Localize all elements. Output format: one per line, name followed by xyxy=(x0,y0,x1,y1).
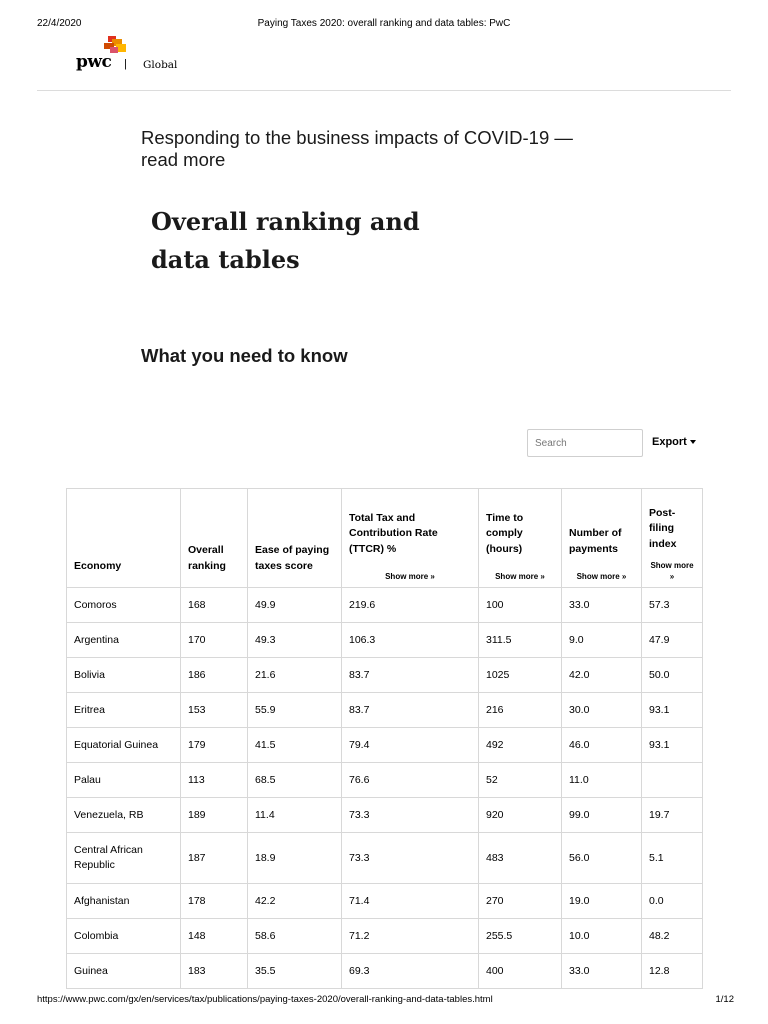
section-heading: What you need to know xyxy=(141,345,348,366)
column-header-label: Total Tax and Contribution Rate (TTCR) % xyxy=(349,511,438,555)
table-cell: 30.0 xyxy=(562,693,642,728)
table-cell: 106.3 xyxy=(342,623,479,658)
table-cell: 148 xyxy=(181,919,248,954)
table-cell: 1025 xyxy=(479,658,562,693)
table-cell: 42.2 xyxy=(248,884,342,919)
table-cell: 168 xyxy=(181,588,248,623)
table-row xyxy=(67,658,703,693)
table-row xyxy=(67,588,703,623)
column-header[interactable] xyxy=(342,489,479,588)
page-title: Overall ranking and data tables xyxy=(151,207,420,274)
table-row xyxy=(67,798,703,833)
table-cell: 48.2 xyxy=(642,919,703,954)
table-row xyxy=(67,954,703,989)
table-row xyxy=(67,833,703,884)
table-cell: 71.4 xyxy=(342,884,479,919)
covid-banner[interactable] xyxy=(141,127,621,171)
table-cell: 492 xyxy=(479,728,562,763)
table-cell: 35.5 xyxy=(248,954,342,989)
table-cell: 41.5 xyxy=(248,728,342,763)
export-label: Export xyxy=(652,436,687,448)
show-more-link[interactable]: Show more » xyxy=(576,572,627,581)
table-cell: 83.7 xyxy=(342,658,479,693)
table-row xyxy=(67,623,703,658)
column-header[interactable] xyxy=(67,489,181,588)
column-header-label: Time to comply (hours) xyxy=(486,511,524,555)
table-cell: 68.5 xyxy=(248,763,342,798)
economy-cell: Equatorial Guinea xyxy=(67,728,181,763)
table-cell: 55.9 xyxy=(248,693,342,728)
table-cell: 46.0 xyxy=(562,728,642,763)
table-cell: 93.1 xyxy=(642,693,703,728)
table-cell: 216 xyxy=(479,693,562,728)
print-page-title: Paying Taxes 2020: overall ranking and data tables: PwC xyxy=(257,18,511,29)
economy-cell: Guinea xyxy=(67,954,181,989)
table-row xyxy=(67,884,703,919)
table-cell: 19.0 xyxy=(562,884,642,919)
table-cell: 0.0 xyxy=(642,884,703,919)
table-row xyxy=(67,919,703,954)
economy-cell: Comoros xyxy=(67,588,181,623)
table-cell: 49.9 xyxy=(248,588,342,623)
table-cell: 10.0 xyxy=(562,919,642,954)
print-header xyxy=(0,0,768,34)
logo-separator: | xyxy=(124,58,127,70)
column-header[interactable] xyxy=(181,489,248,588)
table-cell: 179 xyxy=(181,728,248,763)
header-divider xyxy=(37,90,731,91)
table-cell: 79.4 xyxy=(342,728,479,763)
table-cell: 311.5 xyxy=(479,623,562,658)
export-button[interactable] xyxy=(652,436,696,448)
pwc-logo[interactable] xyxy=(76,36,136,76)
ranking-table xyxy=(66,488,703,989)
print-page-number: 1/12 xyxy=(715,994,734,1005)
search-input[interactable] xyxy=(527,429,643,457)
region-selector[interactable]: Global xyxy=(143,59,178,71)
covid-banner-text: Responding to the business impacts of COVID-19 — xyxy=(141,127,573,148)
table-cell: 219.6 xyxy=(342,588,479,623)
table-cell: 483 xyxy=(479,833,562,884)
table-cell: 5.1 xyxy=(642,833,703,884)
table-cell: 920 xyxy=(479,798,562,833)
logo-wordmark: pwc xyxy=(76,52,112,72)
economy-cell: Argentina xyxy=(67,623,181,658)
column-header[interactable] xyxy=(248,489,342,588)
table-cell: 73.3 xyxy=(342,798,479,833)
table-cell: 178 xyxy=(181,884,248,919)
table-cell: 71.2 xyxy=(342,919,479,954)
economy-cell: Central African Republic xyxy=(67,833,181,884)
economy-cell: Eritrea xyxy=(67,693,181,728)
caret-down-icon xyxy=(690,440,696,444)
table-header-row xyxy=(67,489,703,588)
table-cell: 73.3 xyxy=(342,833,479,884)
table-cell xyxy=(642,763,703,798)
column-header-label: Overall ranking xyxy=(188,544,226,572)
table-cell: 21.6 xyxy=(248,658,342,693)
table-cell: 270 xyxy=(479,884,562,919)
table-body xyxy=(67,588,703,989)
column-header[interactable] xyxy=(479,489,562,588)
show-more-link[interactable]: Show more » xyxy=(385,572,435,581)
economy-cell: Bolivia xyxy=(67,658,181,693)
print-date: 22/4/2020 xyxy=(37,18,82,29)
table-cell: 52 xyxy=(479,763,562,798)
table-cell: 12.8 xyxy=(642,954,703,989)
table-cell: 18.9 xyxy=(248,833,342,884)
table-cell: 100 xyxy=(479,588,562,623)
column-header[interactable] xyxy=(642,489,703,588)
table-cell: 93.1 xyxy=(642,728,703,763)
table-cell: 9.0 xyxy=(562,623,642,658)
covid-read-more-link[interactable]: read more xyxy=(141,149,226,170)
table-cell: 183 xyxy=(181,954,248,989)
table-row xyxy=(67,728,703,763)
table-cell: 57.3 xyxy=(642,588,703,623)
show-more-link[interactable]: Show more » xyxy=(495,572,545,581)
table-cell: 50.0 xyxy=(642,658,703,693)
column-header-label: Ease of paying taxes score xyxy=(255,544,330,572)
column-header[interactable] xyxy=(562,489,642,588)
column-header-label: Post-filing index xyxy=(649,506,677,550)
table-cell: 69.3 xyxy=(342,954,479,989)
economy-cell: Colombia xyxy=(67,919,181,954)
table-cell: 99.0 xyxy=(562,798,642,833)
table-cell: 11.4 xyxy=(248,798,342,833)
table-cell: 58.6 xyxy=(248,919,342,954)
table-cell: 33.0 xyxy=(562,588,642,623)
column-header-label: Economy xyxy=(74,559,122,572)
table-cell: 153 xyxy=(181,693,248,728)
show-more-link[interactable]: Show more » xyxy=(650,561,694,581)
table-cell: 42.0 xyxy=(562,658,642,693)
table-cell: 400 xyxy=(479,954,562,989)
table-cell: 19.7 xyxy=(642,798,703,833)
column-header-label: Number of payments xyxy=(569,527,622,555)
table-cell: 49.3 xyxy=(248,623,342,658)
table-cell: 187 xyxy=(181,833,248,884)
print-url: https://www.pwc.com/gx/en/services/tax/publications/paying-taxes-2020/overall-ranking-and-data-tables.html xyxy=(37,994,493,1005)
table-cell: 11.0 xyxy=(562,763,642,798)
table-cell: 83.7 xyxy=(342,693,479,728)
table-cell: 170 xyxy=(181,623,248,658)
table-cell: 113 xyxy=(181,763,248,798)
table-cell: 255.5 xyxy=(479,919,562,954)
table-row xyxy=(67,763,703,798)
economy-cell: Venezuela, RB xyxy=(67,798,181,833)
table-cell: 33.0 xyxy=(562,954,642,989)
table-cell: 56.0 xyxy=(562,833,642,884)
table-cell: 186 xyxy=(181,658,248,693)
table-cell: 189 xyxy=(181,798,248,833)
table-cell: 47.9 xyxy=(642,623,703,658)
table-cell: 76.6 xyxy=(342,763,479,798)
economy-cell: Palau xyxy=(67,763,181,798)
economy-cell: Afghanistan xyxy=(67,884,181,919)
table-row xyxy=(67,693,703,728)
